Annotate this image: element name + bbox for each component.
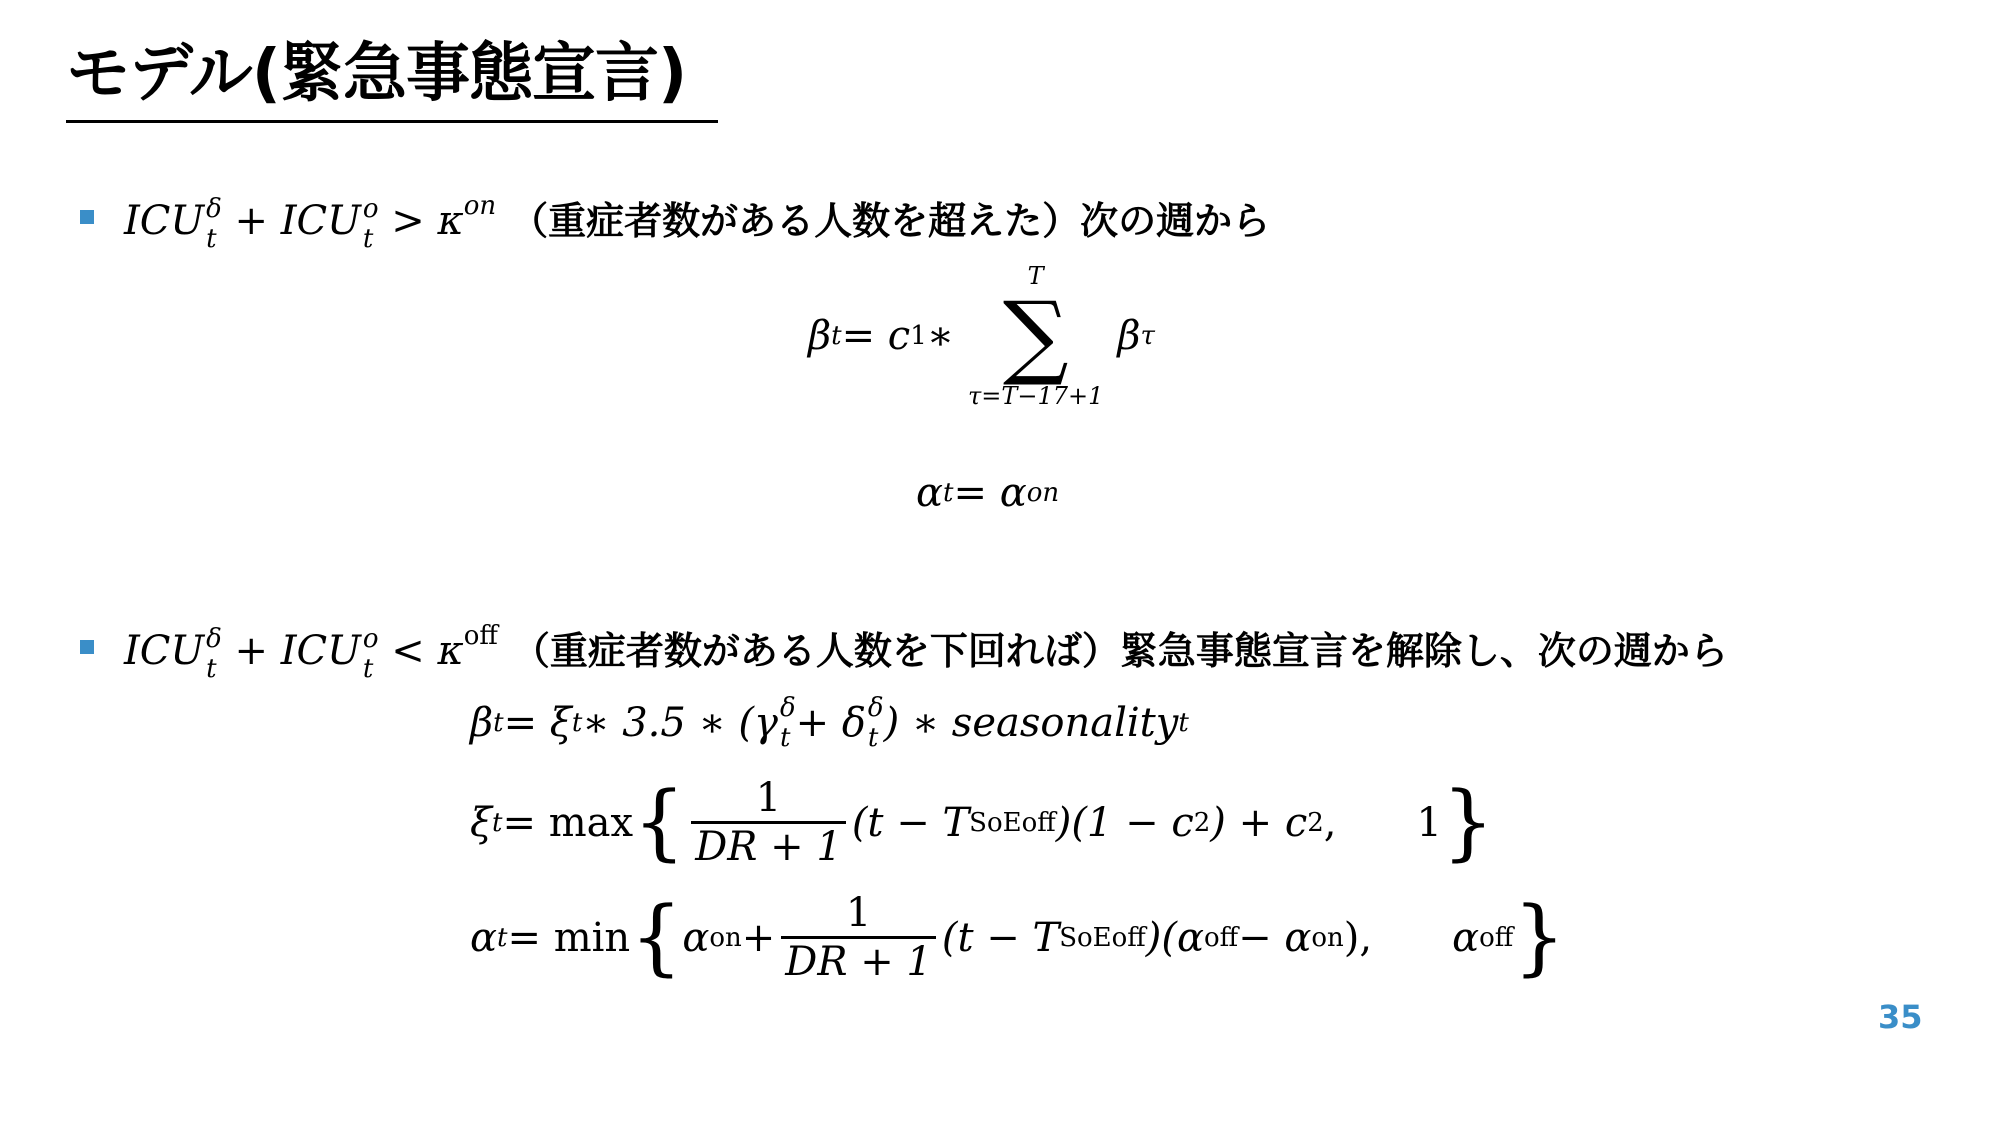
equation-off-beta: β t = ξ t ∗ 3.5 ∗ (γ δ t + δ δ t ) ∗ seasonality t (470, 693, 1189, 753)
summation: T ∑ τ=T−17+1 (967, 262, 1104, 410)
bullet-marker-2 (80, 640, 94, 654)
bullet-1-condition: ICU δ t + ICU o t > $\kappa^{on}$ (124, 191, 497, 254)
title-underline (66, 120, 718, 123)
equation-off-alpha: α t = min { α on + $\frac{1}{DR + 1}$ (t − T SoEoff )(α off − α on ), α off } (470, 889, 1566, 985)
page-number: 35 (1878, 998, 1923, 1036)
slide-title: モデル(緊急事態宣言) (66, 37, 687, 111)
equation-on-beta: β t = c 1 ∗ T ∑ τ=T−17+1 β τ (808, 262, 1155, 410)
bullet-1 (124, 190, 1270, 252)
bullet-2 (124, 620, 1728, 682)
bullet-2-condition: ICU δ t + ICU o t < $\kappa^{off}$ (124, 621, 498, 684)
bullet-1-text: （重症者数がある人数を超えた）次の週から (510, 199, 1271, 243)
bullet-marker-1 (80, 210, 94, 224)
fraction-alpha: $\frac{1}{DR + 1}$ (781, 890, 936, 985)
equation-on-alpha: α t = α on (916, 470, 1060, 516)
equation-off-xi: ξ t = max { $\frac{1}{DR + 1}$ (t − T SoEoff )(1 − c 2 ) + c 2 , 1 } (470, 774, 1495, 870)
fraction-xi: $\frac{1}{DR + 1}$ (691, 775, 846, 870)
bullet-2-text: （重症者数がある人数を下回れば）緊急事態宣言を解除し、次の週から (511, 629, 1728, 673)
